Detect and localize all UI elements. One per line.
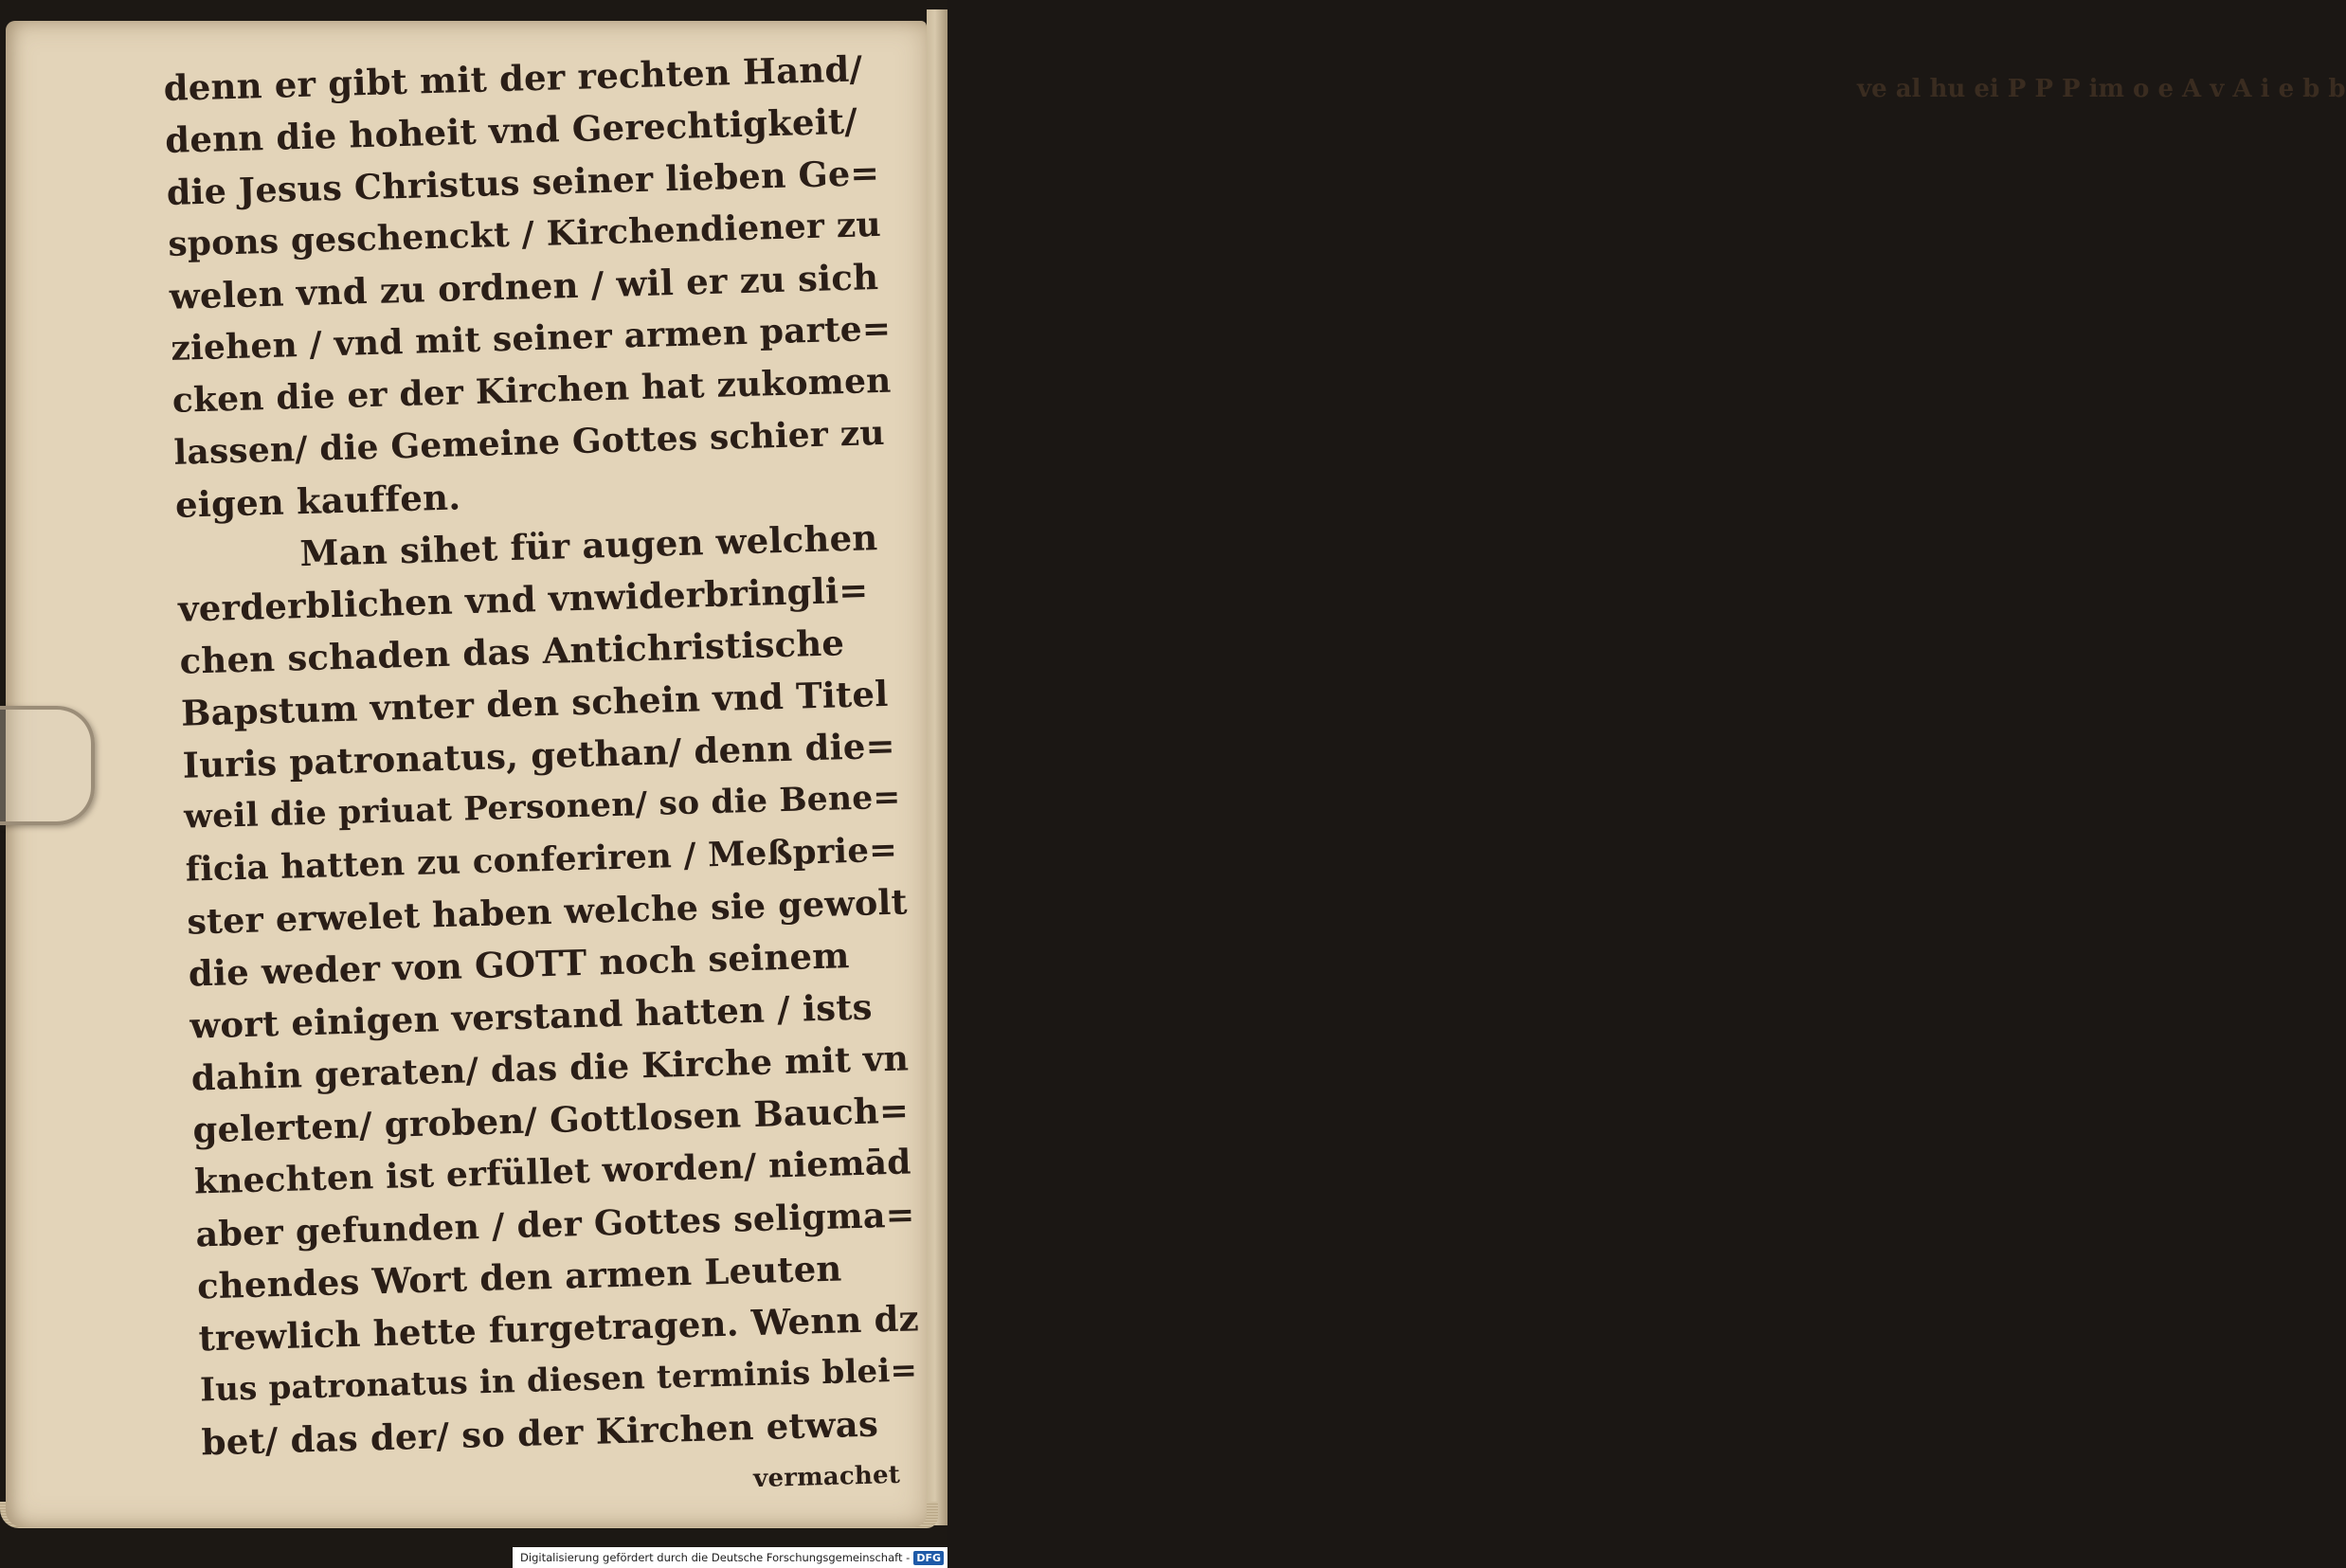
text-line: denn die hoheit vnd Gerechtigkeit/ [164, 99, 858, 161]
blackletter-text-block [163, 43, 924, 1522]
text-line: ziehen / vnd mit seiner armen parte= [170, 308, 892, 369]
text-line: Ius patronatus in diesen terminis blei= [199, 1351, 918, 1410]
text-line: lassen/ die Gemeine Gottes schier zu [172, 412, 886, 473]
text-line: ster erwelet haben welche sie gewolt [186, 881, 909, 943]
credit-text: Digitalisierung gefördert durch die Deutsche Forschungsgemeinschaft - [520, 1551, 911, 1564]
text-line: cken die er der Kirchen hat zukomen [171, 360, 893, 421]
text-line: chen schaden das Antichristische [179, 622, 845, 682]
text-line: chendes Wort den armen Leuten [196, 1247, 843, 1307]
next-page-fragment: ve al hu ei P P P im o e A v A i e b b [1857, 75, 2346, 103]
text-line: knechten ist erfüllet worden/ niemād [193, 1142, 912, 1202]
text-line: welen vnd zu ordnen / wil er zu sich [169, 256, 879, 317]
text-line: eigen kauffen. [174, 476, 461, 526]
dfg-logo: DFG [913, 1551, 944, 1565]
page-clip [0, 706, 95, 825]
text-line: die Jesus Christus seiner lieben Ge= [166, 152, 880, 213]
text-line: Bapstum vnter den schein vnd Titel [180, 672, 889, 734]
book-gutter [927, 9, 2346, 1525]
text-line: gelerten/ groben/ Gottlosen Bauch= [191, 1089, 910, 1151]
text-line: ficia hatten zu conferiren / Meßprie= [185, 830, 898, 890]
text-line: bet/ das der/ so der Kirchen etwas [201, 1402, 879, 1464]
text-line: spons geschenckt / Kirchendiener zu [167, 204, 882, 264]
text-line: trewlich hette furgetragen. Wenn dz [197, 1297, 920, 1360]
text-line: dahin geraten/ das die Kirche mit vn [190, 1037, 910, 1099]
text-line: aber gefunden / der Gottes seligma= [194, 1194, 916, 1255]
text-line: Iuris patronatus, gethan/ denn die= [182, 724, 896, 786]
text-line: wort einigen verstand hatten / ists [189, 985, 874, 1047]
catchword: vermachet [752, 1460, 901, 1494]
text-line: denn er gibt mit der rechten Hand/ [163, 47, 863, 109]
text-line: verderblichen vnd vnwiderbringli= [177, 568, 869, 630]
text-line: die weder von GOTT noch seinem [188, 934, 851, 995]
digitization-credit-bar [513, 1547, 947, 1568]
text-line: weil die priuat Personen/ so die Bene= [183, 778, 901, 837]
text-line: Man sihet für augen welchen [298, 516, 878, 575]
